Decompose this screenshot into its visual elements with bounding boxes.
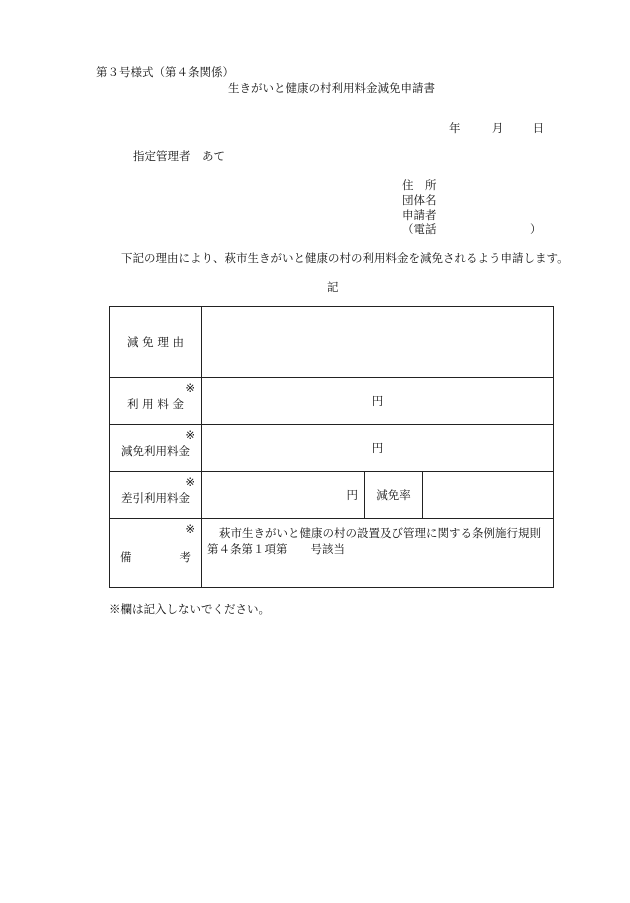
net-fee-label-cell <box>110 472 202 519</box>
form-title: 生きがいと健康の村利用料金減免申請書 <box>228 81 435 95</box>
mark-asterisk: ※ <box>185 522 195 536</box>
net-fee-field[interactable] <box>202 472 365 519</box>
form-number: 第３号様式（第４条関係） <box>96 65 234 79</box>
date-month: 月 <box>491 121 504 135</box>
applicant-address-label: 住 所 <box>402 178 437 192</box>
ki-heading: 記 <box>327 280 339 294</box>
reduced-fee-label-cell <box>110 425 202 472</box>
footnote: ※欄は記入しないでください。 <box>109 602 270 616</box>
remarks-line-1: 萩市生きがいと健康の村の設置及び管理に関する条例施行規則 <box>219 526 541 540</box>
remarks-field <box>202 519 554 588</box>
mark-asterisk: ※ <box>185 475 195 489</box>
remarks-label-2: 考 <box>179 550 191 564</box>
usage-fee-unit: 円 <box>371 394 384 408</box>
reason-field[interactable] <box>202 307 554 378</box>
net-fee-label: 差引利用料金 <box>121 491 190 505</box>
remarks-label-1: 備 <box>120 550 132 564</box>
applicant-phone-open: （電話 <box>402 222 437 236</box>
reduced-fee-unit: 円 <box>371 441 384 455</box>
date-line <box>449 121 544 135</box>
applicant-organization-label: 団体名 <box>402 193 437 207</box>
mark-asterisk: ※ <box>185 381 195 395</box>
remarks-label-cell <box>110 519 202 588</box>
application-table <box>109 306 554 588</box>
rate-label: 減免率 <box>365 472 423 519</box>
row-reason <box>110 307 554 378</box>
row-net-fee <box>110 472 554 519</box>
row-reduced-fee <box>110 425 554 472</box>
usage-fee-label-cell <box>110 378 202 425</box>
net-fee-unit: 円 <box>346 488 358 502</box>
reason-label: 減 免 理 由 <box>110 307 202 378</box>
row-usage-fee <box>110 378 554 425</box>
reduced-fee-field[interactable] <box>202 425 554 472</box>
addressee: 指定管理者 あて <box>133 149 225 163</box>
row-remarks <box>110 519 554 588</box>
applicant-phone-close: ） <box>530 222 542 236</box>
mark-asterisk: ※ <box>185 428 195 442</box>
applicant-name-label: 申請者 <box>402 208 437 222</box>
remarks-line-2: 第４条第１項第 号該当 <box>207 542 345 556</box>
usage-fee-field[interactable] <box>202 378 554 425</box>
date-year: 年 <box>449 121 461 135</box>
request-statement: 下記の理由により、萩市生きがいと健康の村の利用料金を減免されるよう申請します。 <box>121 251 569 265</box>
rate-field[interactable] <box>423 472 554 519</box>
usage-fee-label: 利 用 料 金 <box>127 397 184 411</box>
reduced-fee-label: 減免利用料金 <box>121 444 190 458</box>
date-day: 日 <box>532 121 545 135</box>
